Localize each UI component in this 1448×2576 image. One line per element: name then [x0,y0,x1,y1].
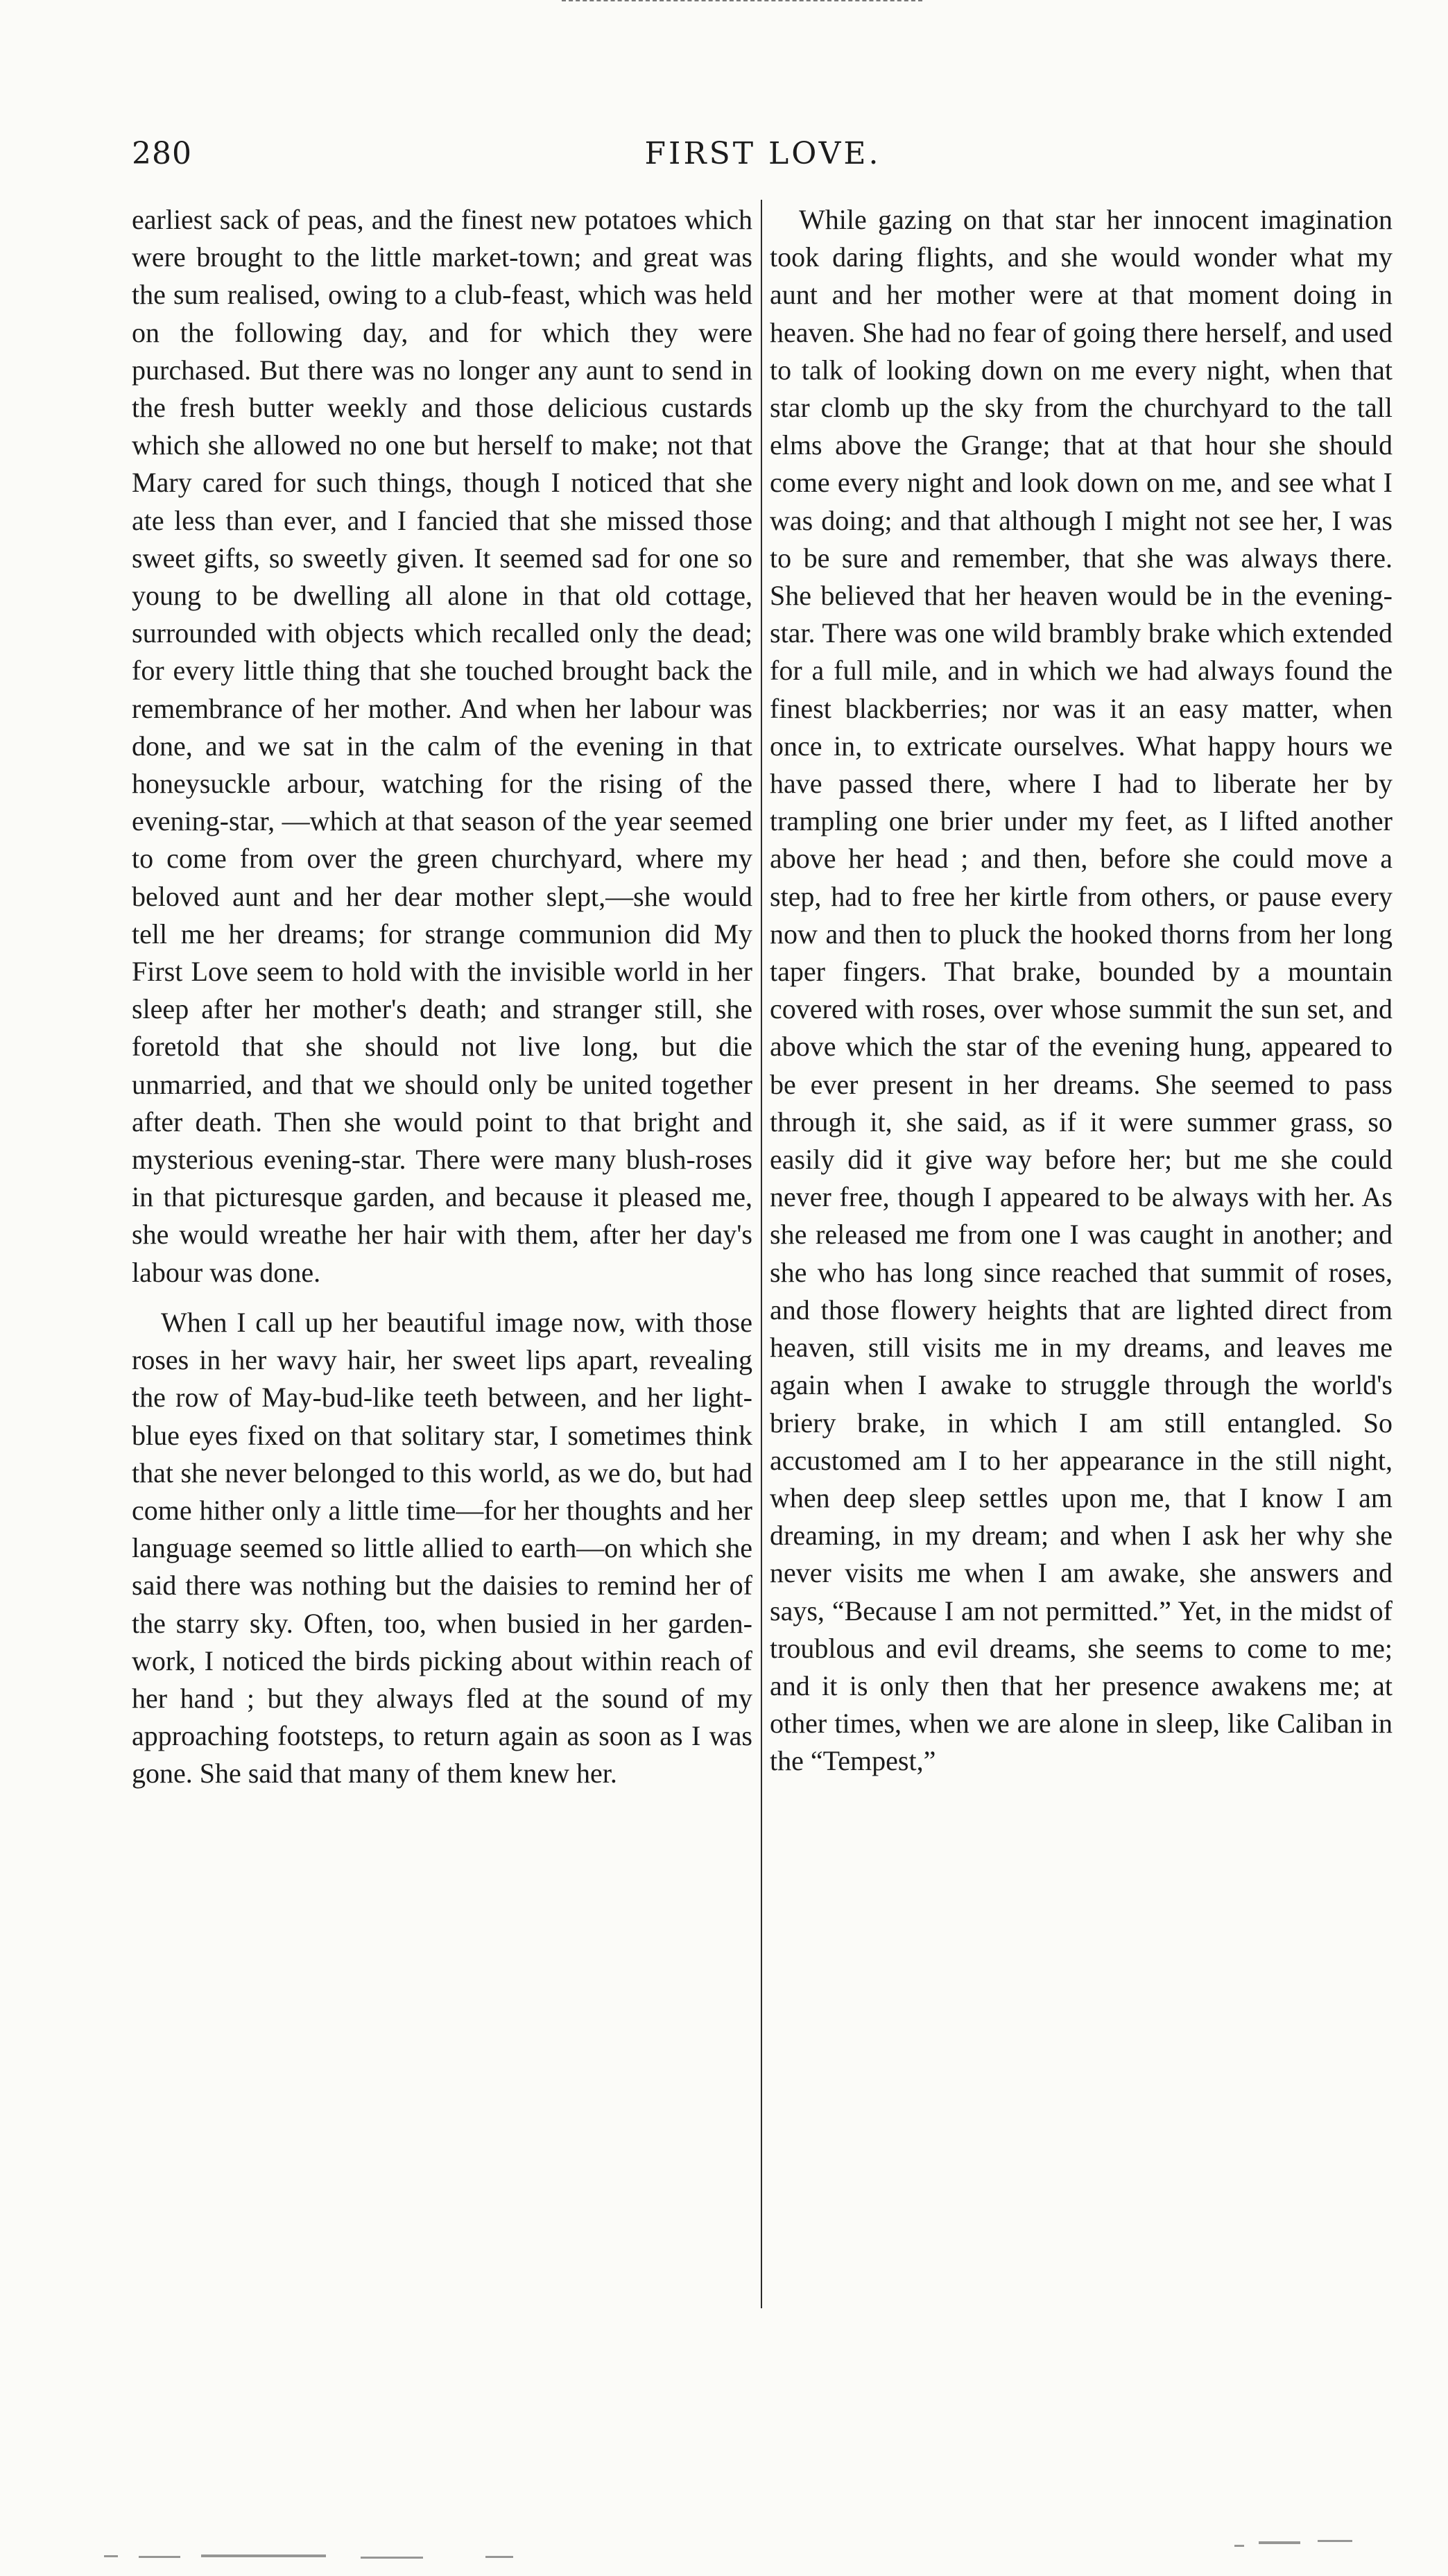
column-divider [761,200,762,2308]
left-paragraph-continued: earliest sack of peas, and the finest new potatoes which were brought to the little market-town; and great was the sum realised, owing to a club-feast, which was held on the following day, and for which they were purchased. But there was no longer any aunt to send in the fresh butter weekly and those delicious custards which she allowed no one but herself to make; not that Mary cared for such things, though I noticed that she ate less than ever, and I fancied that she missed those sweet gifts, so sweetly given. It seemed sad for one so young to be dwelling all alone in that old cottage, surrounded with objects which recalled only the dead; for every little thing that she touched brought back the remembrance of her mother. And when her labour was done, and we sat in the calm of the evening in that honeysuckle arbour, watching for the rising of the evening-star, —which at that season of the year seemed to come from over the green churchyard, where my beloved aunt and her dear mother slept,—she would tell me her dreams; for strange communion did My First Love seem to hold with the invisible world in her sleep after her mother's death; and stranger still, she foretold that she should not live long, but die unmarried, and that we should only be united together after death. Then she would point to that bright and mysterious evening-star. There were many blush-roses in that picturesque garden, and because it pleased me, she would wreathe her hair with them, after her day's labour was done. [132,204,752,1288]
top-edge-rule [562,0,922,6]
left-paragraph: When I call up her beautiful image now, with those roses in her wavy hair, her sweet lips apart, revealing the row of May-bud-like teeth between, and her light-blue eyes fixed on that solitary star, I sometimes think that she never belonged to this world, as we do, but had come hither only a little time—for her thoughts and her language seemed so little allied to earth—on which she said there was nothing but the daisies to remind her of the starry sky. Often, too, when busied in her garden-work, I noticed the birds picking about within reach of her hand ; but they always fled at the sound of my approaching footsteps, to return again as soon as I was gone. She said that many of them knew her. [132,1306,752,1789]
running-title: FIRST LOVE. [644,136,881,171]
scan-specks [0,2423,1448,2576]
left-column [132,201,752,1793]
right-column [770,201,1393,1780]
page-header [132,136,1394,178]
right-paragraph: While gazing on that star her innocent imagination took daring flights, and she would wonder what my aunt and her mother were at that moment doing in heaven. She had no fear of going there herself, and used to talk of looking down on me every night, when that star clomb up the sky from the churchyard to the tall elms above the Grange; that at that hour she should come every night and look down on me, and see what I was doing; and that although I might not see her, I was to be sure and remember, that she was always there. She believed that her heaven would be in the evening-star. There was one wild brambly brake which extended for a full mile, and in which we had always found the finest blackberries; nor was it an easy matter, when once in, to extricate ourselves. What happy hours we have passed there, where I had to liberate her by trampling one brier under my feet, as I lifted another above her head ; and then, before she could move a step, had to free her kirtle from others, or pause every now and then to pluck the hooked thorns from her long taper fingers. That brake, bounded by a mountain covered with roses, over whose summit the sun set, and above which the star of the evening hung, appeared to be ever present in her dreams. She seemed to pass through it, she said, as if it were summer grass, so easily did it give way before her; but me she could never free, though I appeared to be always with her. As she released me from one I was caught in another; and she who has long since reached that summit of roses, and those flowery heights that are lighted direct from heaven, still visits me in my dreams, and leaves me again when I awake to struggle through the world's briery brake, in which I am still entangled. So accustomed am I to her appearance in the still night, when deep sleep settles upon me, that I know I am dreaming, in my dream; and when I ask her why she never visits me when I am awake, she answers and says, “Because I am not permitted.” Yet, in the midst of troublous and evil dreams, she seems to come to me; and it is only then that her presence awakens me; at other times, when we are alone in sleep, like Caliban in the “Tempest,” [770,204,1393,1777]
page-number: 280 [132,136,192,171]
